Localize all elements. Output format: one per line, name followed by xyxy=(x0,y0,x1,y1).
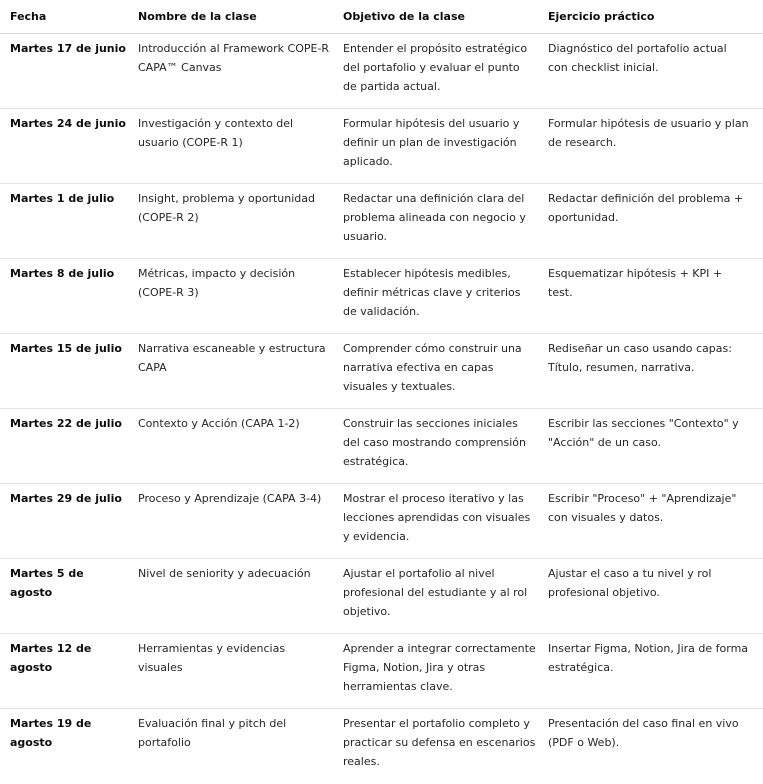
objective-cell: Presentar el portafolio completo y practicar su defensa en escenarios reales. xyxy=(343,717,536,768)
objective-cell: Establecer hipótesis medibles, definir métricas clave y criterios de validación. xyxy=(343,267,521,318)
header-objective: Objetivo de la clase xyxy=(343,10,465,23)
date-cell: Martes 8 de julio xyxy=(10,267,115,280)
class-name-cell: Proceso y Aprendizaje (CAPA 3-4) xyxy=(138,492,322,505)
class-name-cell: Evaluación final y pitch del portafolio xyxy=(138,717,287,749)
class-name-cell: Nivel de seniority y adecuación xyxy=(138,567,311,580)
class-name-cell: Narrativa escaneable y estructura CAPA xyxy=(138,342,326,374)
table-row xyxy=(0,709,763,784)
date-cell: Martes 22 de julio xyxy=(10,417,122,430)
date-cell: Martes 15 de julio xyxy=(10,342,122,355)
exercise-cell: Presentación del caso final en vivo (PDF o Web). xyxy=(548,717,739,749)
exercise-cell: Esquematizar hipótesis + KPI + test. xyxy=(548,267,723,299)
objective-cell: Mostrar el proceso iterativo y las lecciones aprendidas con visuales y evidencia. xyxy=(343,492,531,543)
table-row xyxy=(0,109,763,184)
table-row xyxy=(0,484,763,559)
table-row xyxy=(0,334,763,409)
table-header-row xyxy=(0,0,763,34)
objective-cell: Ajustar el portafolio al nivel profesional del estudiante y al rol objetivo. xyxy=(343,567,528,618)
exercise-cell: Rediseñar un caso usando capas: Título, resumen, narrativa. xyxy=(548,342,732,374)
date-cell: Martes 24 de junio xyxy=(10,117,126,130)
objective-cell: Comprender cómo construir una narrativa efectiva en capas visuales y textuales. xyxy=(343,342,522,393)
class-name-cell: Herramientas y evidencias visuales xyxy=(138,642,286,674)
date-cell: Martes 1 de julio xyxy=(10,192,115,205)
date-cell: Martes 29 de julio xyxy=(10,492,122,505)
exercise-cell: Redactar definición del problema + oportunidad. xyxy=(548,192,744,224)
header-class-name: Nombre de la clase xyxy=(138,10,257,23)
table-row xyxy=(0,409,763,484)
exercise-cell: Insertar Figma, Notion, Jira de forma estratégica. xyxy=(548,642,749,674)
header-exercise: Ejercicio práctico xyxy=(548,10,655,23)
class-name-cell: Investigación y contexto del usuario (COPE-R 1) xyxy=(138,117,294,149)
exercise-cell: Escribir "Proceso" + "Aprendizaje" con visuales y datos. xyxy=(548,492,737,524)
objective-cell: Entender el propósito estratégico del portafolio y evaluar el punto de partida actual. xyxy=(343,42,528,93)
date-cell: Martes 17 de junio xyxy=(10,42,126,55)
exercise-cell: Diagnóstico del portafolio actual con checklist inicial. xyxy=(548,42,727,74)
class-name-cell: Métricas, impacto y decisión (COPE-R 3) xyxy=(138,267,296,299)
date-cell: Martes 5 de agosto xyxy=(10,567,84,599)
table-row xyxy=(0,184,763,259)
objective-cell: Aprender a integrar correctamente Figma, Notion, Jira y otras herramientas clave. xyxy=(343,642,536,693)
table-row xyxy=(0,34,763,109)
exercise-cell: Escribir las secciones "Contexto" y "Acción" de un caso. xyxy=(548,417,739,449)
table-row xyxy=(0,559,763,634)
class-name-cell: Insight, problema y oportunidad (COPE-R 2) xyxy=(138,192,316,224)
objective-cell: Construir las secciones iniciales del caso mostrando comprensión estratégica. xyxy=(343,417,526,468)
header-date: Fecha xyxy=(10,10,47,23)
date-cell: Martes 12 de agosto xyxy=(10,642,92,674)
exercise-cell: Ajustar el caso a tu nivel y rol profesional objetivo. xyxy=(548,567,712,599)
objective-cell: Redactar una definición clara del problema alineada con negocio y usuario. xyxy=(343,192,526,243)
date-cell: Martes 19 de agosto xyxy=(10,717,92,749)
class-name-cell: Introducción al Framework COPE-R CAPA™ Canvas xyxy=(138,42,330,74)
class-name-cell: Contexto y Acción (CAPA 1-2) xyxy=(138,417,300,430)
exercise-cell: Formular hipótesis de usuario y plan de research. xyxy=(548,117,749,149)
objective-cell: Formular hipótesis del usuario y definir un plan de investigación aplicado. xyxy=(343,117,520,168)
table-row xyxy=(0,259,763,334)
table-row xyxy=(0,634,763,709)
